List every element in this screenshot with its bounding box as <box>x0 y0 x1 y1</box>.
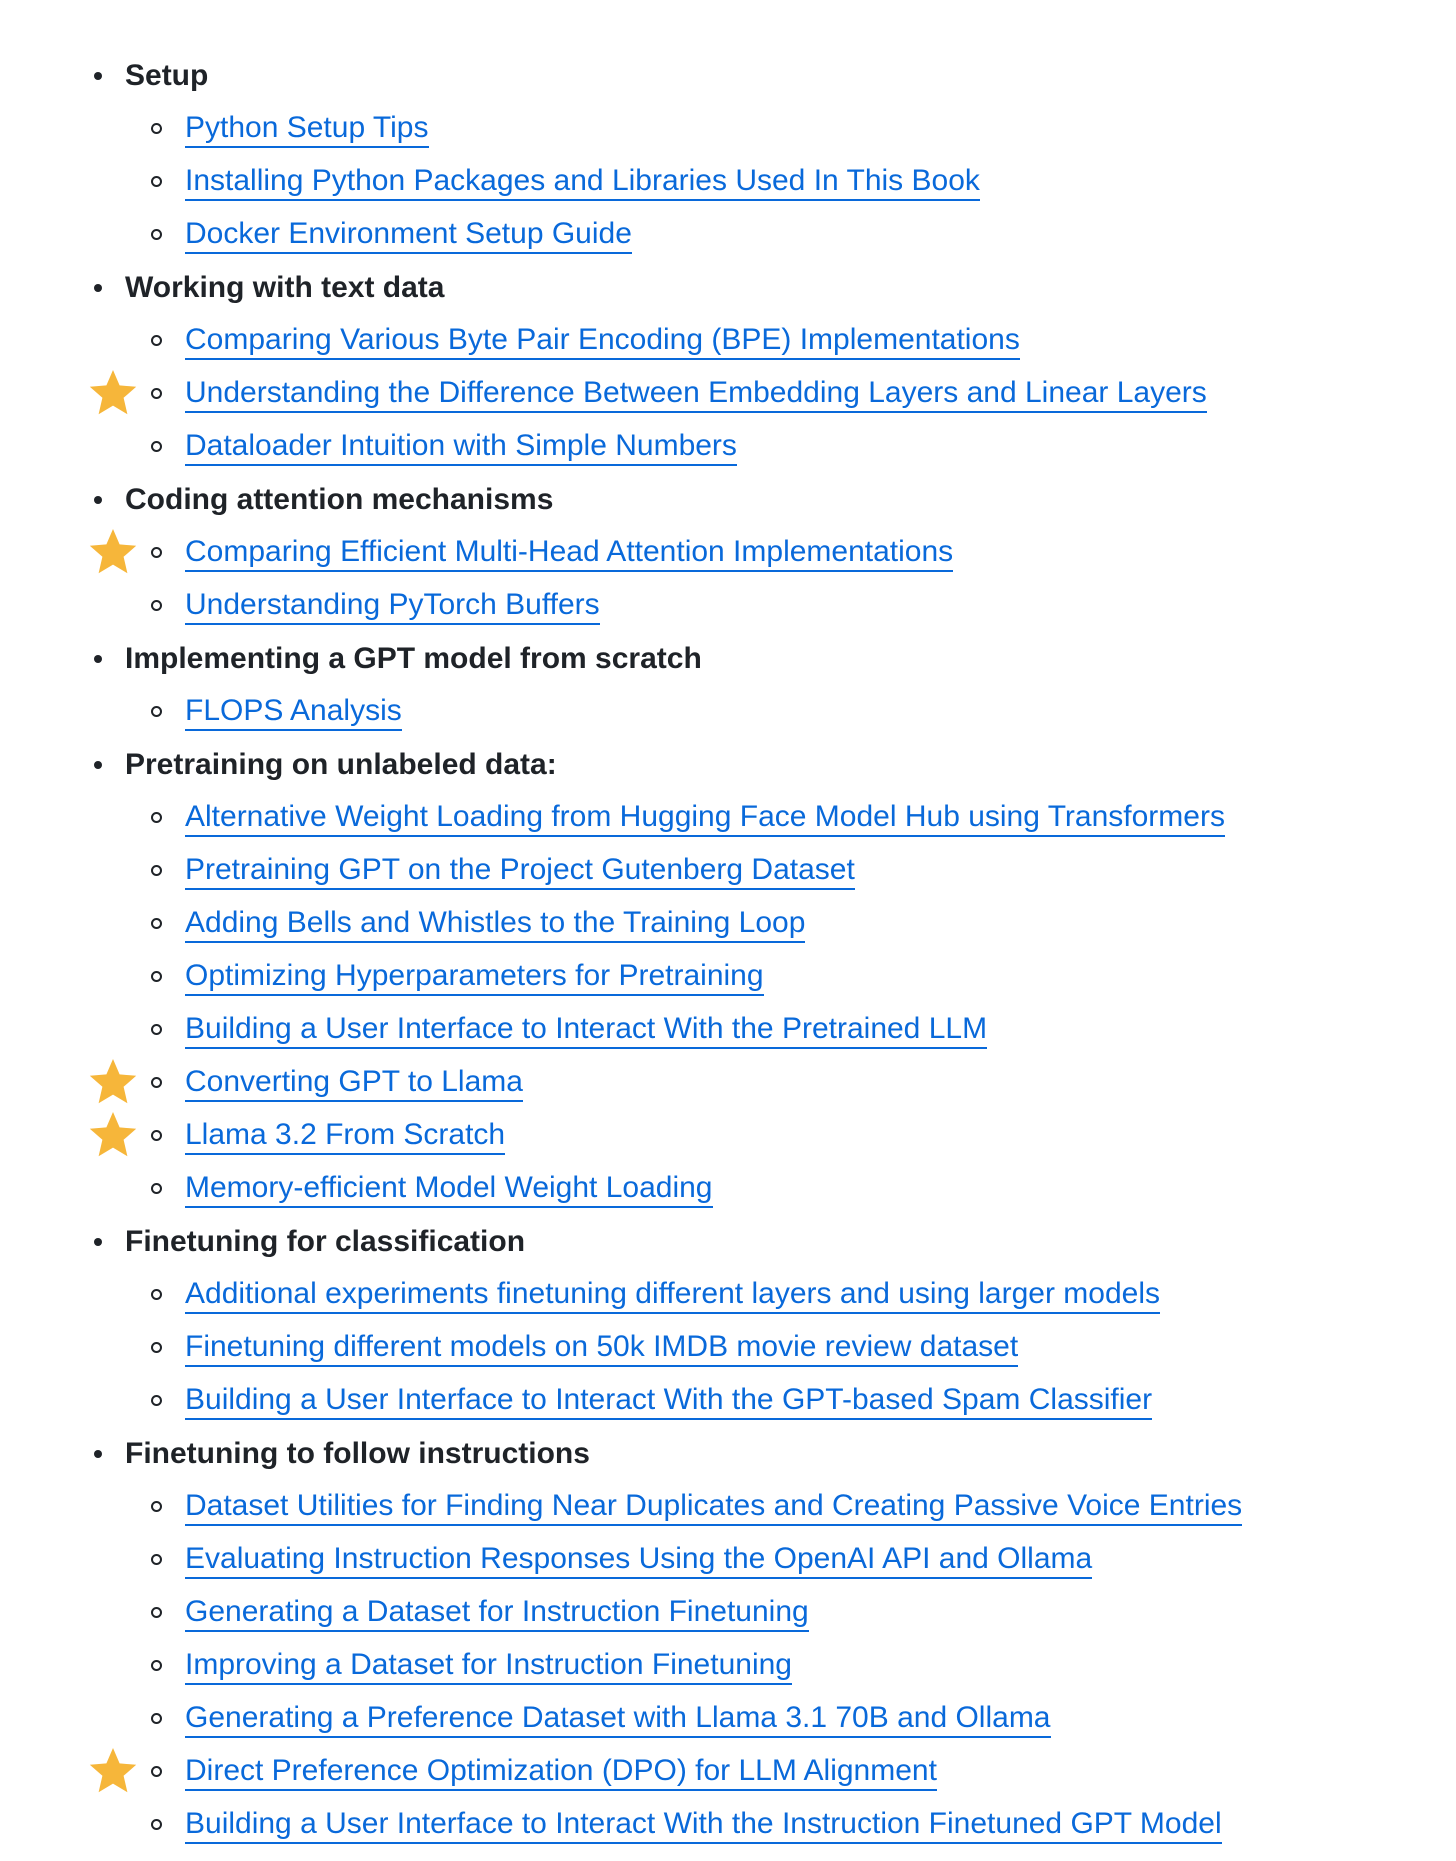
list-item <box>0 1056 1456 1109</box>
list-item <box>0 1692 1456 1745</box>
list-item <box>0 102 1456 155</box>
resource-link[interactable]: Dataset Utilities for Finding Near Duplicates and Creating Passive Voice Entries <box>185 1489 1242 1526</box>
bullet-circle-icon <box>151 918 162 929</box>
section-title: Coding attention mechanisms <box>125 482 554 516</box>
section-title: Setup <box>125 58 209 92</box>
list-item <box>0 579 1456 632</box>
resource-link[interactable]: Finetuning different models on 50k IMDB movie review dataset <box>185 1330 1018 1367</box>
list-item <box>0 1798 1456 1851</box>
list-item <box>0 1109 1456 1162</box>
bullet-circle-icon <box>151 441 162 452</box>
section-title: Implementing a GPT model from scratch <box>125 641 702 675</box>
bullet-circle-icon <box>151 1024 162 1035</box>
section-title: Finetuning to follow instructions <box>125 1436 590 1470</box>
list-item <box>0 526 1456 579</box>
list-item <box>0 950 1456 1003</box>
resource-link[interactable]: Building a User Interface to Interact With the GPT-based Spam Classifier <box>185 1383 1152 1420</box>
bullet-circle-icon <box>151 1766 162 1777</box>
resource-link[interactable]: Understanding PyTorch Buffers <box>185 588 600 625</box>
bullet-circle-icon <box>151 1554 162 1565</box>
list-item <box>0 791 1456 844</box>
list-item <box>0 1003 1456 1056</box>
section-heading <box>0 261 1456 314</box>
resource-link[interactable]: Llama 3.2 From Scratch <box>185 1118 505 1155</box>
bullet-disc-icon <box>94 1450 102 1458</box>
resource-link[interactable]: Dataloader Intuition with Simple Numbers <box>185 429 737 466</box>
resource-link[interactable]: Pretraining GPT on the Project Gutenberg Dataset <box>185 853 855 890</box>
bullet-circle-icon <box>151 1395 162 1406</box>
bullet-circle-icon <box>151 706 162 717</box>
resource-link[interactable]: Docker Environment Setup Guide <box>185 217 632 254</box>
resource-link[interactable]: Building a User Interface to Interact With the Instruction Finetuned GPT Model <box>185 1807 1222 1844</box>
list-item <box>0 1533 1456 1586</box>
bullet-circle-icon <box>151 600 162 611</box>
resource-link[interactable]: Alternative Weight Loading from Hugging Face Model Hub using Transformers <box>185 800 1225 837</box>
list-item <box>0 1268 1456 1321</box>
list-item <box>0 1321 1456 1374</box>
list-item <box>0 1162 1456 1215</box>
resource-link[interactable]: Adding Bells and Whistles to the Training Loop <box>185 906 805 943</box>
section-heading <box>0 473 1456 526</box>
list-item <box>0 1639 1456 1692</box>
list-item <box>0 367 1456 420</box>
section-heading <box>0 1427 1456 1480</box>
resource-link[interactable]: Improving a Dataset for Instruction Finetuning <box>185 1648 792 1685</box>
list-item <box>0 897 1456 950</box>
resource-link[interactable]: FLOPS Analysis <box>185 694 402 731</box>
bullet-circle-icon <box>151 1713 162 1724</box>
resource-link[interactable]: Memory-efficient Model Weight Loading <box>185 1171 713 1208</box>
resource-link[interactable]: Optimizing Hyperparameters for Pretraining <box>185 959 764 996</box>
bullet-disc-icon <box>94 496 102 504</box>
bullet-circle-icon <box>151 123 162 134</box>
star-icon <box>87 1109 139 1161</box>
list-item <box>0 685 1456 738</box>
bullet-circle-icon <box>151 1130 162 1141</box>
bullet-disc-icon <box>94 1238 102 1246</box>
list-item <box>0 208 1456 261</box>
bullet-circle-icon <box>151 229 162 240</box>
section-heading <box>0 1215 1456 1268</box>
list-item <box>0 1374 1456 1427</box>
list-item <box>0 1745 1456 1798</box>
resource-list <box>0 49 1456 1851</box>
bullet-circle-icon <box>151 176 162 187</box>
bullet-circle-icon <box>151 1501 162 1512</box>
bullet-circle-icon <box>151 1607 162 1618</box>
resource-link[interactable]: Understanding the Difference Between Embedding Layers and Linear Layers <box>185 376 1207 413</box>
bullet-circle-icon <box>151 1660 162 1671</box>
resource-link[interactable]: Additional experiments finetuning different layers and using larger models <box>185 1277 1160 1314</box>
resource-link[interactable]: Direct Preference Optimization (DPO) for LLM Alignment <box>185 1754 937 1791</box>
bullet-circle-icon <box>151 865 162 876</box>
list-item <box>0 314 1456 367</box>
section-heading <box>0 738 1456 791</box>
bullet-circle-icon <box>151 388 162 399</box>
bullet-circle-icon <box>151 971 162 982</box>
section-title: Pretraining on unlabeled data: <box>125 747 557 781</box>
bullet-disc-icon <box>94 72 102 80</box>
bullet-disc-icon <box>94 284 102 292</box>
bullet-circle-icon <box>151 1077 162 1088</box>
resource-link[interactable]: Installing Python Packages and Libraries Used In This Book <box>185 164 980 201</box>
section-title: Finetuning for classification <box>125 1224 526 1258</box>
bullet-circle-icon <box>151 1819 162 1830</box>
list-item <box>0 155 1456 208</box>
bullet-circle-icon <box>151 812 162 823</box>
bullet-circle-icon <box>151 1342 162 1353</box>
list-item <box>0 420 1456 473</box>
resource-link[interactable]: Building a User Interface to Interact With the Pretrained LLM <box>185 1012 987 1049</box>
resource-link[interactable]: Comparing Various Byte Pair Encoding (BPE) Implementations <box>185 323 1020 360</box>
resource-link[interactable]: Generating a Preference Dataset with Llama 3.1 70B and Ollama <box>185 1701 1051 1738</box>
resource-link[interactable]: Comparing Efficient Multi-Head Attention Implementations <box>185 535 953 572</box>
bullet-circle-icon <box>151 547 162 558</box>
section-heading <box>0 49 1456 102</box>
section-heading <box>0 632 1456 685</box>
bullet-circle-icon <box>151 1183 162 1194</box>
resource-link[interactable]: Generating a Dataset for Instruction Finetuning <box>185 1595 809 1632</box>
list-item <box>0 1480 1456 1533</box>
star-icon <box>87 367 139 419</box>
resource-link[interactable]: Converting GPT to Llama <box>185 1065 523 1102</box>
star-icon <box>87 1745 139 1797</box>
resource-link[interactable]: Python Setup Tips <box>185 111 429 148</box>
star-icon <box>87 526 139 578</box>
star-icon <box>87 1056 139 1108</box>
bullet-circle-icon <box>151 1289 162 1300</box>
resource-link[interactable]: Evaluating Instruction Responses Using the OpenAI API and Ollama <box>185 1542 1092 1579</box>
list-item <box>0 1586 1456 1639</box>
list-item <box>0 844 1456 897</box>
bullet-disc-icon <box>94 655 102 663</box>
bullet-disc-icon <box>94 761 102 769</box>
section-title: Working with text data <box>125 270 445 304</box>
bullet-circle-icon <box>151 335 162 346</box>
